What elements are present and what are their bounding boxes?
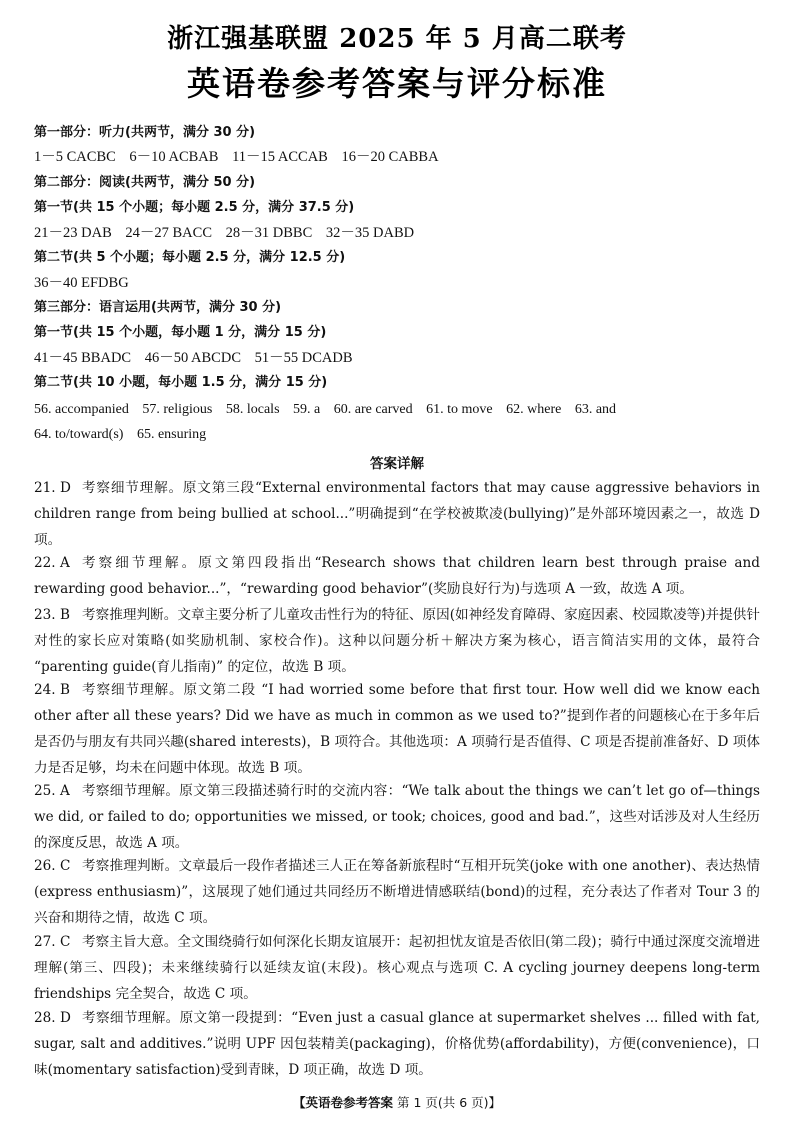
answer-group: 1－5 CACBC — [34, 149, 116, 165]
answer-letter: C — [60, 858, 71, 874]
answer-item: 57. religious — [142, 402, 213, 417]
question-number: 27. — [34, 934, 56, 950]
details-title: 答案详解 — [370, 456, 424, 472]
part2-section2-answers — [34, 274, 139, 292]
answer-item: 64. to/toward(s) — [34, 427, 124, 442]
explanation-text: 考察细节理解。原文第四段指出“Research shows that children learn best through praise and rewarding good behavior...”，“rewarding good behavior”(奖励良好行为)与选项 A 一致，故选 A 项。 — [34, 555, 760, 597]
explanation-27 — [34, 929, 760, 1007]
page-footer — [0, 1093, 794, 1111]
question-number: 26. — [34, 858, 56, 874]
answer-letter: D — [60, 480, 71, 496]
answer-group: 16－20 CABBA — [341, 149, 439, 165]
answer-group: 21－23 DAB — [34, 225, 112, 241]
explanation-21 — [34, 475, 760, 553]
part3-section2-answers-line2 — [34, 426, 216, 444]
answer-group: 11－15 ACCAB — [232, 149, 328, 165]
answer-item: 56. accompanied — [34, 402, 129, 417]
answer-group: 6－10 ACBAB — [129, 149, 219, 165]
explanation-text: 考察细节理解。原文第三段“External environmental factors that may cause aggressive behaviors in children range from being bullied at school...”明确提到“在学校被欺凌(bullying)”是外部环境因素之一，故选 D 项。 — [34, 480, 760, 548]
answer-letter: B — [60, 682, 70, 698]
part3-section2-heading: 第二节(共 10 小题，每小题 1.5 分，满分 15 分) — [34, 375, 328, 390]
part2-section2-heading: 第二节(共 5 个小题；每小题 2.5 分，满分 12.5 分) — [34, 250, 346, 265]
answer-item: 59. a — [293, 402, 321, 417]
explanation-22 — [34, 550, 760, 602]
part3-heading: 第三部分：语言运用(共两节，满分 30 分) — [34, 300, 282, 315]
explanation-text: 考察细节理解。原文第三段描述骑行时的交流内容：“We talk about the things we can’t let go of—things we did, or failed to do; opportunities we missed, or took; choices, good and bad.”，这些对话涉及对人生经历的深度反思，故选 A 项。 — [34, 783, 760, 851]
answer-group: 32－35 DABD — [325, 225, 415, 241]
question-number: 21. — [34, 480, 56, 496]
explanation-25 — [34, 778, 760, 856]
explanation-text: 考察细节理解。原文第一段提到：“Even just a casual glance at supermarket shelves ... filled with fat, sugar, salt and additives.”说明 UPF 因包装精美(packaging)，价格优势(affordability)，方便(convenience)，口味(momentary satisfaction)受到青睐，D 项正确，故选 D 项。 — [34, 1010, 760, 1078]
answer-group: 51－55 DCADB — [254, 350, 353, 366]
question-number: 23. — [34, 607, 56, 623]
explanation-text: 考察推理判断。文章最后一段作者描述三人正在筹备新旅程时“互相开玩笑(joke with one another)、表达热情(express enthusiasm)”，这展现了她们通过共同经历不断增进情感联结(bond)的过程，充分表达了作者对 Tour 3 的兴奋和期待之情，故选 C 项。 — [34, 858, 760, 926]
explanation-26 — [34, 853, 760, 931]
answer-item: 58. locals — [225, 402, 280, 417]
question-number: 25. — [34, 783, 56, 799]
answer-group: 46－50 ABCDC — [144, 350, 242, 366]
explanation-text: 考察细节理解。原文第二段 “I had worried some before that first tour. How well did we know each other after all these years? Did we have as much in common as we used to?”提到作者的问题核心在于多年后是否仍与朋友有共同兴趣(shared interests)，B 项符合。其他选项：A 项骑行是否值得、C 项是否提前准备好、D 项体力是否足够，均未在问题中体现。故选 B 项。 — [34, 682, 760, 776]
explanation-24 — [34, 677, 760, 781]
part2-section1-answers — [34, 224, 424, 242]
answer-group: 41－45 BBADC — [34, 350, 132, 366]
answer-item: 60. are carved — [333, 402, 413, 417]
part2-section1-heading: 第一节(共 15 个小题；每小题 2.5 分，满分 37.5 分) — [34, 200, 355, 215]
explanation-28 — [34, 1005, 760, 1083]
part3-section1-heading: 第一节(共 15 个小题，每小题 1 分，满分 15 分) — [34, 325, 327, 340]
answer-group: 24－27 BACC — [125, 225, 212, 241]
answer-item: 63. and — [574, 402, 617, 417]
answer-item: 61. to move — [426, 402, 493, 417]
footer-label: 【英语卷参考答案 — [292, 1095, 393, 1110]
part3-section1-answers — [34, 349, 363, 367]
part1-heading: 第一部分：听力(共两节，满分 30 分) — [34, 125, 256, 140]
answer-letter: D — [60, 1010, 71, 1026]
explanation-23 — [34, 602, 760, 680]
answer-item: 65. ensuring — [136, 427, 207, 442]
question-number: 28. — [34, 1010, 56, 1026]
answer-letter: B — [60, 607, 70, 623]
answer-letter: A — [60, 555, 70, 571]
exam-title: 浙江强基联盟 2025 年 5 月高二联考 — [167, 24, 627, 54]
answer-group: 28－31 DBBC — [225, 225, 313, 241]
explanation-text: 考察推理判断。文章主要分析了儿童攻击性行为的特征、原因(如神经发育障碍、家庭因素、校园欺凌等)并提供针对性的家长应对策略(如奖励机制、家校合作)。这种以问题分析＋解决方案为核心，语言简洁实用的文体，最符合 “parenting guide(育儿指南)” 的定位，故选 B 项。 — [34, 607, 760, 675]
document-title: 英语卷参考答案与评分标准 — [187, 64, 607, 103]
answer-letter: C — [60, 934, 71, 950]
question-number: 22. — [34, 555, 56, 571]
question-number: 24. — [34, 682, 56, 698]
answer-letter: A — [60, 783, 70, 799]
page-number: 第 1 页(共 6 页)】 — [396, 1095, 502, 1110]
answer-item: 62. where — [506, 402, 562, 417]
part1-answers — [34, 148, 449, 166]
part3-section2-answers-line1 — [34, 401, 626, 419]
part2-heading: 第二部分：阅读(共两节，满分 50 分) — [34, 175, 256, 190]
explanation-text: 考察主旨大意。全文围绕骑行如何深化长期友谊展开：起初担忧友谊是否依旧(第二段)；骑行中通过深度交流增进理解(第三、四段)；未来继续骑行以延续友谊(末段)。核心观点与选项 C. A cycling journey deepens long-term friendships 完全契合，故选 C 项。 — [34, 934, 760, 1002]
answer-group: 36－40 EFDBG — [34, 275, 129, 291]
